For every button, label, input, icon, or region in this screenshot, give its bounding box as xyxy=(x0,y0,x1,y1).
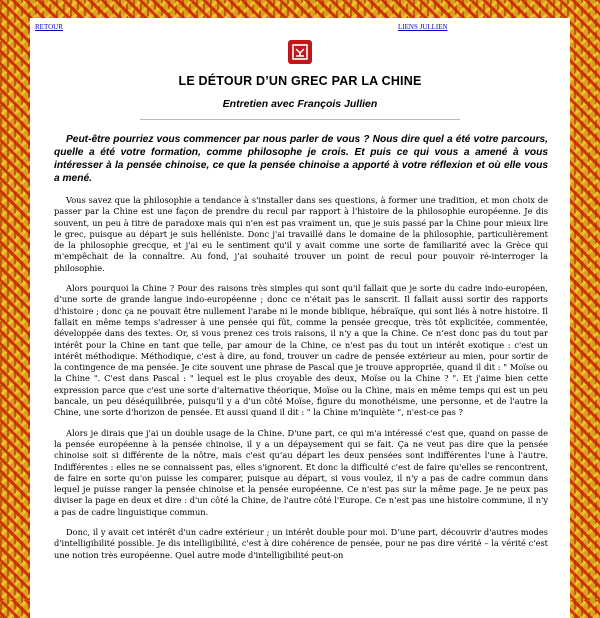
jullien-links-link[interactable]: LIENS JULLIEN xyxy=(398,23,448,31)
answer-paragraph: Alors je dirais que j'ai un double usage de la Chine. D'une part, ce qui m'a intéressé c'est que, quand on passe de la pensée européenne à la pensée chinoise, il y a un dépaysement qui se fait. Ça ne veut pas dire que la pensée chinoise soit si différente de la nôtre, mais c'est qu’au départ les deux pensées sont indifférentes l'une à l'autre. Indifférentes : elles ne se connaissent pas, elles s'ignorent. Et donc la difficulté c'est de faire qu'elles se rencontrent, de faire en sorte qu'on puisse les comparer, puisque au départ, si vous voulez, il n'y a pas de cadre commun dans lequel je puisse ranger la pensée chinoise et la pensée européenne. Ce n'est pas sur la même page. Je ne peux pas diviser la page en deux et dire : d'un côté la Chine, de l'autre côté l'Europe. Ce n’est pas une histoire commune, il n'y a pas de cadre linguistique commun. xyxy=(54,427,548,517)
page xyxy=(30,18,570,618)
page-subtitle: Entretien avec François Jullien xyxy=(222,98,378,110)
article-body xyxy=(54,133,548,570)
seal-glyph xyxy=(291,43,309,61)
page-title: LE DÉTOUR D’UN GREC PAR LA CHINE xyxy=(178,74,422,88)
interview-question: Peut-être pourriez vous commencer par nous parler de vous ? Nous dire quel a été votre parcours, quelle a été votre formation, comme philosophe je crois. Et puis ce qui vous a amené à vous intéresser à la pensée chinoise, ce que la pensée chinoise a apporté à votre réflexion et où elle vous a mené. xyxy=(54,134,548,184)
divider xyxy=(140,119,460,120)
chinese-seal-icon xyxy=(288,40,312,64)
back-link[interactable]: RETOUR xyxy=(35,23,63,31)
answer-paragraph: Donc, il y avait cet intérêt d'un cadre extérieur ; un intérêt double pour moi. D’une part, découvrir d'autres modes d'intelligibilité possible. Je dis intelligibilité, c'est à dire cohérence de pensée, pour ne pas dire vérité – la vérité c'est une notion très européenne. Quel autre mode d'intelligibilité peut-on xyxy=(54,527,548,560)
top-nav xyxy=(30,18,570,32)
answer-paragraph: Vous savez que la philosophie a tendance à s'installer dans ses questions, à former une tradition, et mon choix de passer par la Chine est une façon de prendre du recul par rapport à l'histoire de la philosophie européenne. Je dis souvent, un peu à titre de paradoxe mais qui n'en est pas vraiment un, que je suis passé par la Chine pour mieux lire le grec, puisque au départ je suis helléniste. Donc j'ai travaillé dans le domaine de la philosophie, particulièrement de la philosophie grecque, et j'ai eu le sentiment qu'il y avait comme une sorte de familiarité avec la Grèce qui m'empêchait de la connaître. Au fond, j’ai souhaité trouver un point de recul pour pouvoir ré-interroger la philosophie. xyxy=(54,195,548,273)
answer-paragraph: Alors pourquoi la Chine ? Pour des raisons très simples qui sont qu'il fallait que je sorte du cadre indo-européen, d’une sorte de grande langue indo-européenne ; donc ce n'était pas le sanscrit. Il fallait aussi sortir des rapports d'histoire ; donc ça ne pouvait être nullement l'arabe ni le monde biblique, hébraïque, qui sont liés à notre histoire. Il fallait en même temps s'adresser à une pensée qui fût, comme la pensée grecque, très tôt explicitée, commentée, développée dans des textes. Or, si vous prenez ces trois raisons, il n'y a que la Chine. Ce n’est donc pas du tout par intérêt pour la Chine en tant que telle, par amour de la Chine, ce n'est pas du tout un intérêt exotique : c'est un intérêt méthodique. Méthodique, c'est à dire, au fond, trouver un cadre de pensée extérieur au mien, pour sortir de la contingence de ma pensée. Je cite souvent une phrase de Pascal que je trouve appropriée, quand il dit : " Moïse ou la Chine ". C'est dans Pascal : " lequel est le plus croyable des deux, Moïse ou la Chine ? ". Et j'aime bien cette expression parce que c'est une sorte d'alternative théorique, Moïse ou la Chine, mais en même temps qui est un peu bancale, un peu déséquilibrée, puisqu'il y a d'un côté Moïse, figure du monothéisme, une personne, et de l'autre la Chine, une sorte d'horizon de pensée. Et aussi quand il dit : " la Chine m'inquiète ", n'est-ce pas ? xyxy=(54,283,548,418)
